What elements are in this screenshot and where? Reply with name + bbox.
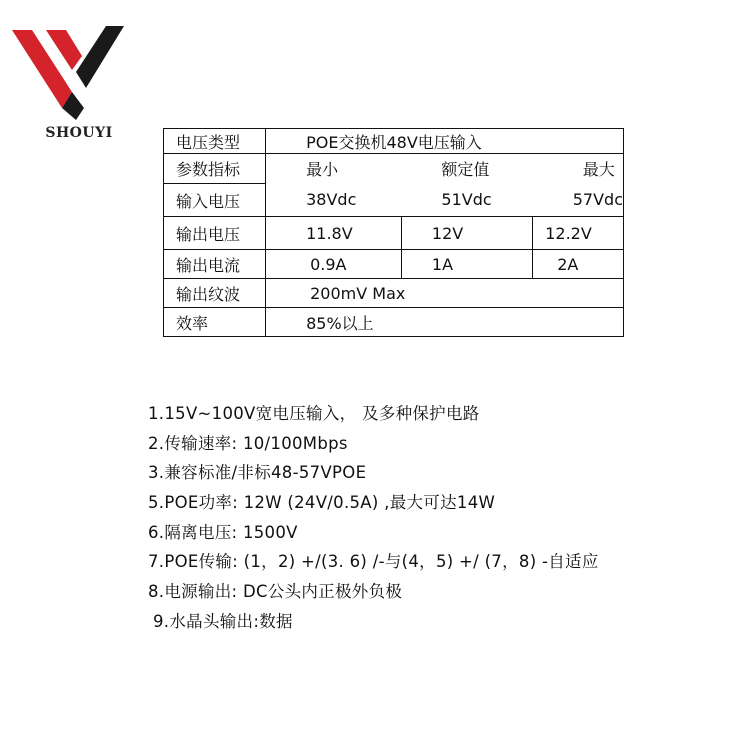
row-label: 电压类型 <box>164 129 266 154</box>
note-item: 5.POE功率: 12W (24V/0.5A) ,最大可达14W <box>148 493 496 513</box>
table-row <box>164 279 624 308</box>
column-header-max: 最大 <box>533 154 624 184</box>
input-voltage-min: 38Vdc <box>266 184 402 217</box>
table-row <box>164 217 624 250</box>
output-voltage-rated: 12V <box>401 217 532 250</box>
row-label: 参数指标 <box>164 154 266 184</box>
row-label: 输出电压 <box>164 217 266 250</box>
output-voltage-max: 12.2V <box>533 217 624 250</box>
output-voltage-min: 11.8V <box>266 217 402 250</box>
efficiency-value: 85%以上 <box>266 308 624 337</box>
brand-name: SHOUYI <box>45 125 113 141</box>
voltage-type-value: POE交换机48V电压输入 <box>266 129 624 154</box>
note-item: 6.隔离电压: 1500V <box>148 522 298 542</box>
brand-logo <box>12 22 124 147</box>
note-item: 8.电源输出: DC公头内正极外负极 <box>148 582 403 602</box>
feature-notes <box>148 399 599 637</box>
output-current-min: 0.9A <box>266 250 402 279</box>
note-item: 3.兼容标准/非标48-57VPOE <box>148 463 367 483</box>
input-voltage-rated: 51Vdc <box>401 184 532 217</box>
row-label: 输出电流 <box>164 250 266 279</box>
input-voltage-max: 57Vdc <box>533 184 624 217</box>
spec-table <box>163 128 624 337</box>
table-row <box>164 184 624 217</box>
table-row <box>164 250 624 279</box>
table-row <box>164 154 624 184</box>
note-item: 2.传输速率: 10/100Mbps <box>148 433 348 453</box>
column-header-min: 最小 <box>266 154 402 184</box>
note-item: 9.水晶头输出:数据 <box>153 611 293 631</box>
note-item: 1.15V~100V宽电压输入， 及多种保护电路 <box>148 404 480 423</box>
output-current-rated: 1A <box>401 250 532 279</box>
table-row <box>164 308 624 337</box>
row-label: 输入电压 <box>164 184 266 217</box>
table-row <box>164 129 624 154</box>
note-item: 7.POE传输: (1，2) +/(3. 6) /-与(4，5) +/ (7，8) -自适应 <box>148 552 599 572</box>
row-label: 输出纹波 <box>164 279 266 308</box>
shouyi-vy-logo-icon <box>12 22 124 122</box>
column-header-rated: 额定值 <box>401 154 532 184</box>
output-current-max: 2A <box>533 250 624 279</box>
row-label: 效率 <box>164 308 266 337</box>
output-ripple-value: 200mV Max <box>266 279 624 308</box>
